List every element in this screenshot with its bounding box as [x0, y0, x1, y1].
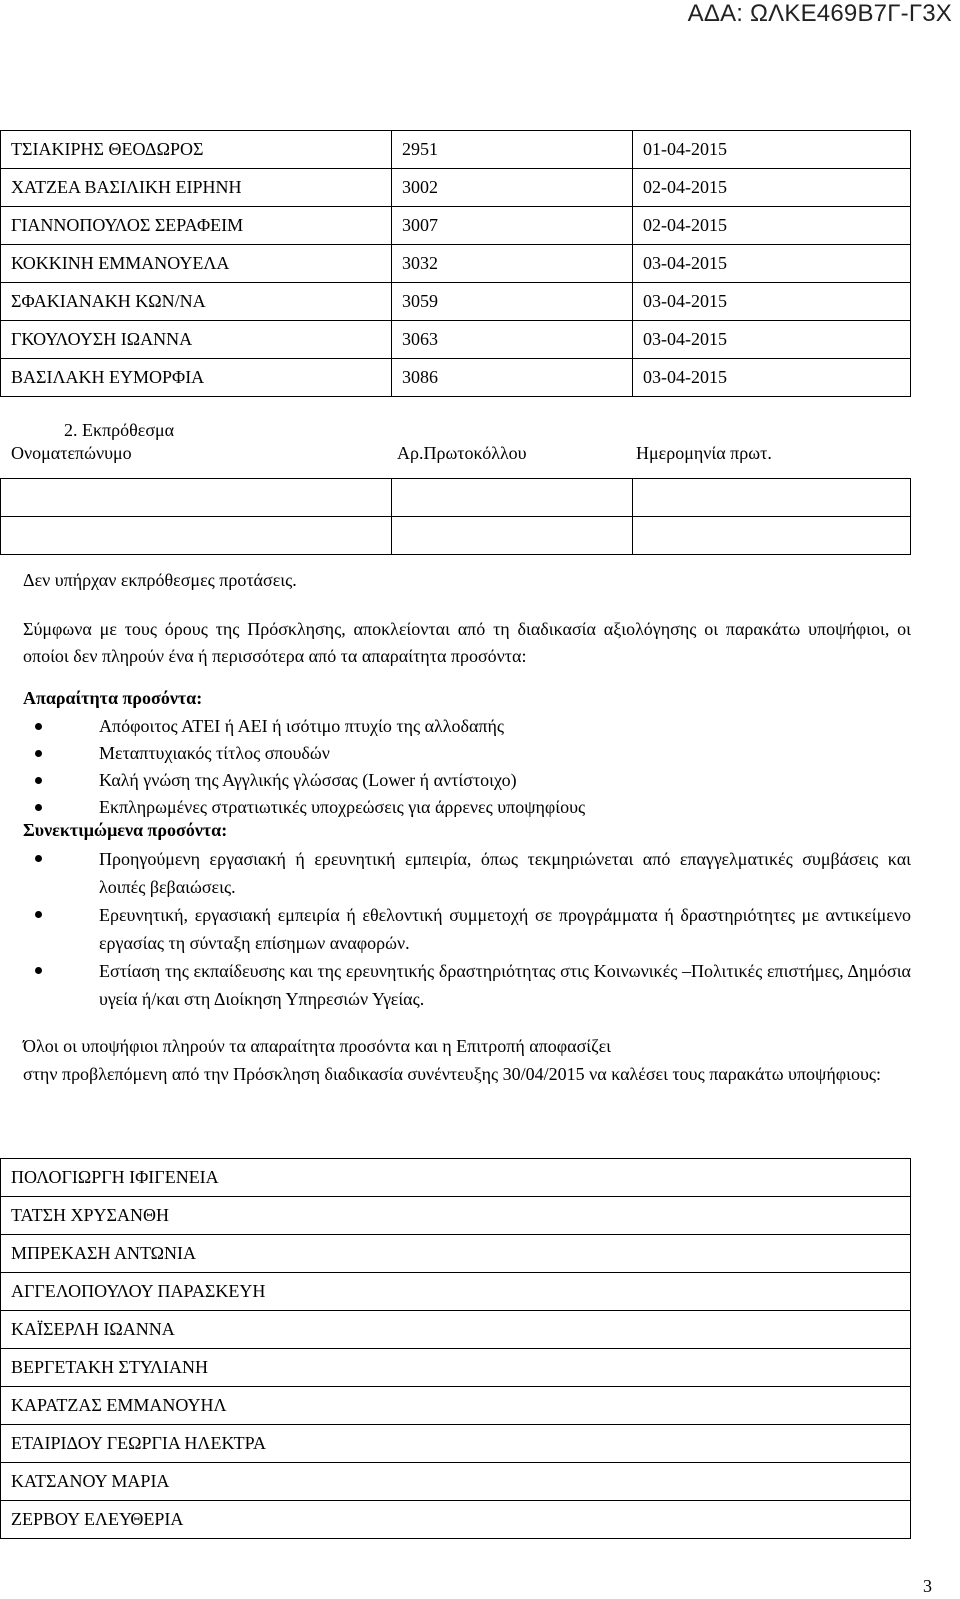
table-row [1, 1425, 911, 1463]
date-cell: 03-04-2015 [633, 245, 911, 283]
name-cell: ΤΣΙΑΚΙΡΗΣ ΘΕΟΔΩΡΟΣ [1, 131, 392, 169]
name-cell: ΓΚΟΥΛΟΥΣΗ ΙΩΑΝΝΑ [1, 321, 392, 359]
protocol-cell: 3086 [392, 359, 633, 397]
name-cell: ΧΑΤΖΕΑ ΒΑΣΙΛΙΚΗ ΕΙΡΗΝΗ [1, 169, 392, 207]
name-cell: ΑΓΓΕΛΟΠΟΥΛΟΥ ΠΑΡΑΣΚΕΥΗ [1, 1273, 911, 1311]
section-heading: 2. Εκπρόθεσμα [64, 420, 175, 440]
table-row [1, 1159, 911, 1197]
ada-code: ΑΔΑ: ΩΛΚΕ469Β7Γ-Γ3Χ [687, 0, 952, 27]
table-row [1, 245, 911, 283]
name-cell: ΖΕΡΒΟΥ ΕΛΕΥΘΕΡΙΑ [1, 1501, 911, 1539]
page-number: 3 [923, 1576, 932, 1596]
empty-cell [1, 479, 392, 517]
protocol-cell: 2951 [392, 131, 633, 169]
late-submissions-table [0, 478, 911, 555]
table-row [1, 1349, 911, 1387]
list-item: Μεταπτυχιακός τίτλος σπουδών [23, 740, 585, 767]
name-cell: ΠΟΛΟΓΙΩΡΓΗ ΙΦΙΓΕΝΕΙΑ [1, 1159, 911, 1197]
table-row [1, 169, 911, 207]
date-cell: 03-04-2015 [633, 359, 911, 397]
name-cell: ΚΑΤΣΑΝΟΥ ΜΑΡΙΑ [1, 1463, 911, 1501]
list-item: Ερευνητική, εργασιακή εμπειρία ή εθελοντική συμμετοχή σε προγράμματα ή δραστηριότητες με αντικείμενο εργασίας τη σύνταξη επίσημων αναφορών. [23, 901, 911, 957]
required-title: Απαραίτητα προσόντα: [23, 688, 203, 708]
protocol-cell: 3032 [392, 245, 633, 283]
empty-cell [392, 517, 633, 555]
name-cell: ΜΠΡΕΚΑΣΗ ΑΝΤΩΝΙΑ [1, 1235, 911, 1273]
name-cell: ΚΑΪΣΕΡΛΗ ΙΩΑΝΝΑ [1, 1311, 911, 1349]
protocol-cell: 3002 [392, 169, 633, 207]
desired-list [23, 845, 911, 1013]
table-row [1, 1463, 911, 1501]
table-row [1, 207, 911, 245]
empty-cell [392, 479, 633, 517]
empty-cell [633, 517, 911, 555]
table-row [1, 321, 911, 359]
table-row [1, 1273, 911, 1311]
no-late-submissions-text: Δεν υπήρχαν εκπρόθεσμες προτάσεις. [23, 570, 297, 590]
closing-line-1: Όλοι οι υποψήφιοι πληρούν τα απαραίτητα προσόντα και η Επιτροπή αποφασίζει [23, 1036, 612, 1056]
name-cell: ΚΟΚΚΙΝΗ ΕΜΜΑΝΟΥΕΛΑ [1, 245, 392, 283]
date-cell: 01-04-2015 [633, 131, 911, 169]
invited-candidates-table [0, 1158, 911, 1539]
name-cell: ΒΕΡΓΕΤΑΚΗ ΣΤΥΛΙΑΝΗ [1, 1349, 911, 1387]
table-row [1, 517, 911, 555]
desired-title: Συνεκτιμώμενα προσόντα: [23, 820, 228, 840]
table-row [1, 479, 911, 517]
list-item: Προηγούμενη εργασιακή ή ερευνητική εμπειρία, όπως τεκμηριώνεται από επαγγελματικές συμβάσεις και λοιπές βεβαιώσεις. [23, 845, 911, 901]
date-cell: 02-04-2015 [633, 169, 911, 207]
empty-cell [1, 517, 392, 555]
list-item: Εστίαση της εκπαίδευσης και της ερευνητικής δραστηριότητας στις Κοινωνικές –Πολιτικές επιστήμες, Δημόσια υγεία ή/και στη Διοίκηση Υπηρεσιών Υγείας. [23, 957, 911, 1013]
table-row [1, 283, 911, 321]
table-row [1, 1501, 911, 1539]
date-cell: 03-04-2015 [633, 321, 911, 359]
list-item: Απόφοιτος ΑΤΕΙ ή ΑΕΙ ή ισότιμο πτυχίο της αλλοδαπής [23, 713, 585, 740]
protocol-cell: 3059 [392, 283, 633, 321]
list-item: Εκπληρωμένες στρατιωτικές υποχρεώσεις για άρρενες υποψηφίους [23, 794, 585, 821]
table-row [1, 1311, 911, 1349]
column-header-name: Ονοματεπώνυμο [11, 443, 132, 463]
candidates-table [0, 130, 911, 397]
empty-cell [633, 479, 911, 517]
intro-paragraph: Σύμφωνα με τους όρους της Πρόσκλησης, αποκλείονται από τη διαδικασία αξιολόγησης οι παρακάτω υποψήφιοι, οι οποίοι δεν πληρούν ένα ή περισσότερα από τα απαραίτητα προσόντα: [23, 619, 911, 666]
table-row [1, 131, 911, 169]
table-row [1, 359, 911, 397]
table-row [1, 1197, 911, 1235]
name-cell: ΣΦΑΚΙΑΝΑΚΗ ΚΩΝ/ΝΑ [1, 283, 392, 321]
list-item: Καλή γνώση της Αγγλικής γλώσσας (Lower ή αντίστοιχο) [23, 767, 585, 794]
protocol-cell: 3063 [392, 321, 633, 359]
column-header-protocol: Αρ.Πρωτοκόλλου [397, 443, 527, 463]
name-cell: ΚΑΡΑΤΖΑΣ ΕΜΜΑΝΟΥΗΛ [1, 1387, 911, 1425]
name-cell: ΕΤΑΙΡΙΔΟΥ ΓΕΩΡΓΙΑ ΗΛΕΚΤΡΑ [1, 1425, 911, 1463]
name-cell: ΤΑΤΣΗ ΧΡΥΣΑΝΘΗ [1, 1197, 911, 1235]
protocol-cell: 3007 [392, 207, 633, 245]
date-cell: 03-04-2015 [633, 283, 911, 321]
name-cell: ΒΑΣΙΛΑΚΗ ΕΥΜΟΡΦΙΑ [1, 359, 392, 397]
required-list [23, 713, 585, 821]
table-row [1, 1235, 911, 1273]
date-cell: 02-04-2015 [633, 207, 911, 245]
name-cell: ΓΙΑΝΝΟΠΟΥΛΟΣ ΣΕΡΑΦΕΙΜ [1, 207, 392, 245]
closing-line-2: στην προβλεπόμενη από την Πρόσκληση διαδικασία συνέντευξης 30/04/2015 να καλέσει τους παρακάτω υποψήφιους: [23, 1064, 882, 1084]
table-row [1, 1387, 911, 1425]
column-header-date: Ημερομηνία πρωτ. [636, 443, 772, 463]
